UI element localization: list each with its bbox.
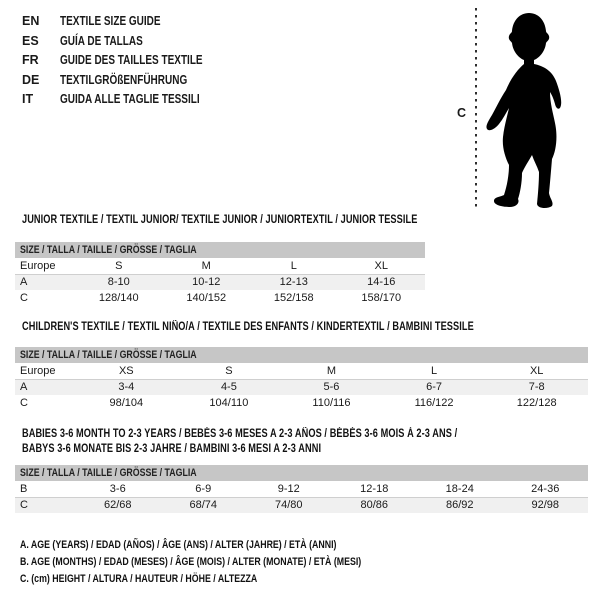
table-cell: 12-18 bbox=[332, 481, 418, 497]
language-label: GUÍA DE TALLAS bbox=[60, 33, 143, 48]
section-title-text-line2: BABYS 3-6 MONATE BIS 2-3 JAHRE / BAMBINI 3-6 MESI A 2-3 ANNI bbox=[22, 443, 322, 455]
language-code: DE bbox=[22, 72, 40, 87]
table-cell: M bbox=[280, 363, 383, 379]
section-title-children bbox=[22, 320, 587, 335]
legend-line-c bbox=[20, 571, 447, 588]
row-label: C bbox=[20, 499, 28, 512]
language-code: EN bbox=[22, 14, 40, 28]
table-cell: XS bbox=[75, 363, 178, 379]
section-title-junior bbox=[22, 213, 516, 228]
table-cell: L bbox=[383, 363, 486, 379]
table-cell: 140/152 bbox=[186, 292, 227, 304]
legend-line-b bbox=[20, 554, 447, 571]
table-cell: 12-13 bbox=[279, 276, 308, 289]
size-table bbox=[15, 363, 588, 411]
legend-text: A. AGE (YEARS) / EDAD (AÑOS) / ÂGE (ANS) / ALTER (JAHRE) / ETÀ (ANNI) bbox=[20, 539, 337, 551]
section-title-text: CHILDREN'S TEXTILE / TEXTIL NIÑO/A / TEXTILE DES ENFANTS / KINDERTEXTIL / BAMBINI TESSILE bbox=[22, 321, 474, 333]
table-cell: 14-16 bbox=[367, 276, 396, 289]
table-cell: XL bbox=[485, 363, 588, 379]
size-header-text: SIZE / TALLA / TAILLE / GRÖSSE / TAGLIA bbox=[20, 349, 197, 361]
measurement-legend bbox=[20, 537, 447, 588]
table-cell: 122/128 bbox=[516, 397, 557, 409]
row-label: A bbox=[20, 381, 28, 394]
table-cell: L bbox=[250, 258, 338, 274]
language-label: TEXTILE SIZE GUIDE bbox=[60, 14, 161, 28]
table-row bbox=[15, 395, 588, 411]
legend-text: B. AGE (MONTHS) / EDAD (MESES) / ÂGE (MOIS) / ALTER (MONATE) / ETÀ (MESI) bbox=[20, 556, 362, 568]
table-cell: 110/116 bbox=[312, 397, 351, 409]
section-title-babies bbox=[22, 427, 566, 457]
table-cell: 128/140 bbox=[98, 292, 139, 304]
table-cell: 18-24 bbox=[417, 481, 503, 497]
table-cell: S bbox=[178, 363, 281, 379]
table-cell: 5-6 bbox=[323, 381, 340, 394]
table-cell: 74/80 bbox=[274, 499, 303, 512]
language-label: GUIDA ALLE TAGLIE TESSILI bbox=[60, 92, 200, 106]
size-table bbox=[15, 258, 425, 306]
row-label: C bbox=[20, 292, 28, 304]
section-title-text: JUNIOR TEXTILE / TEXTIL JUNIOR/ TEXTILE JUNIOR / JUNIORTEXTIL / JUNIOR TESSILE bbox=[22, 214, 418, 226]
table-cell: 24-36 bbox=[503, 481, 589, 497]
table-cell: 7-8 bbox=[528, 381, 545, 394]
size-table-babies bbox=[15, 465, 588, 513]
row-label: Europe bbox=[15, 363, 75, 379]
language-label: GUIDE DES TAILLES TEXTILE bbox=[60, 53, 203, 67]
toddler-silhouette-icon bbox=[482, 5, 572, 210]
table-row bbox=[15, 481, 588, 497]
size-table-children bbox=[15, 347, 588, 411]
size-header-bar bbox=[15, 465, 588, 481]
table-cell: 104/110 bbox=[209, 397, 249, 409]
table-cell: XL bbox=[338, 258, 426, 274]
legend-text: C. (cm) HEIGHT / ALTURA / HAUTEUR / HÖHE / ALTEZZA bbox=[20, 573, 258, 585]
table-cell: 98/104 bbox=[109, 397, 144, 409]
table-cell: 3-6 bbox=[75, 481, 161, 497]
table-cell: 4-5 bbox=[220, 381, 237, 394]
table-row bbox=[15, 290, 425, 306]
table-cell: 6-9 bbox=[161, 481, 247, 497]
size-table-junior bbox=[15, 242, 425, 306]
size-header-bar bbox=[15, 242, 425, 258]
table-row bbox=[15, 363, 588, 379]
table-cell: 6-7 bbox=[426, 381, 443, 394]
height-measure-dotted-line bbox=[475, 8, 477, 209]
table-cell: 62/68 bbox=[103, 499, 132, 512]
table-cell: S bbox=[75, 258, 163, 274]
row-label: Europe bbox=[15, 258, 75, 274]
legend-line-a bbox=[20, 537, 447, 554]
table-cell: 92/98 bbox=[531, 499, 560, 512]
table-cell: 8-10 bbox=[107, 276, 130, 289]
table-row bbox=[15, 274, 425, 290]
size-header-bar bbox=[15, 347, 588, 363]
table-row bbox=[15, 497, 588, 513]
table-cell: 152/158 bbox=[273, 292, 314, 304]
table-cell: 9-12 bbox=[246, 481, 332, 497]
table-cell: 68/74 bbox=[189, 499, 218, 512]
table-cell: 3-4 bbox=[118, 381, 135, 394]
table-cell: 10-12 bbox=[192, 276, 221, 289]
table-cell: 116/122 bbox=[414, 397, 454, 409]
table-cell: 158/170 bbox=[361, 292, 402, 304]
height-measure-label: C bbox=[457, 106, 467, 120]
language-code: IT bbox=[22, 92, 34, 106]
language-label: TEXTILGRÖßENFÜHRUNG bbox=[60, 72, 188, 87]
size-table bbox=[15, 481, 588, 513]
row-label: C bbox=[20, 397, 28, 409]
table-cell: 80/86 bbox=[360, 499, 389, 512]
language-code: FR bbox=[22, 53, 39, 67]
table-cell: 86/92 bbox=[445, 499, 474, 512]
row-label: A bbox=[20, 276, 28, 289]
language-code: ES bbox=[22, 33, 39, 48]
section-title-text-line1: BABIES 3-6 MONTH TO 2-3 YEARS / BEBÉS 3-6 MESES A 2-3 AÑOS / BÉBÉS 3-6 MOIS À 2-3 ANS / bbox=[22, 428, 458, 440]
row-label: B bbox=[15, 481, 75, 497]
table-cell: M bbox=[163, 258, 251, 274]
table-row bbox=[15, 379, 588, 395]
size-header-text: SIZE / TALLA / TAILLE / GRÖSSE / TAGLIA bbox=[20, 467, 197, 479]
size-header-text: SIZE / TALLA / TAILLE / GRÖSSE / TAGLIA bbox=[20, 244, 197, 256]
table-row bbox=[15, 258, 425, 274]
